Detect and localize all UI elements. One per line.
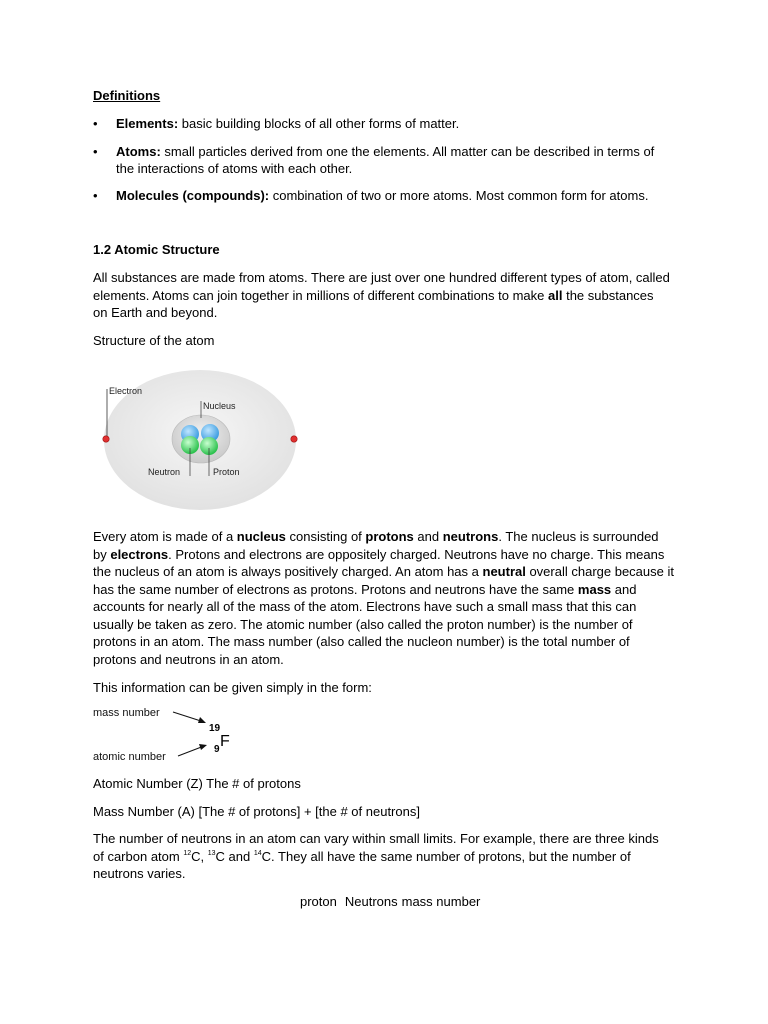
atomic-number-label: atomic number — [93, 751, 166, 763]
body-text: and — [611, 582, 637, 597]
body-text: consisting of — [285, 529, 366, 544]
mass-number-label: mass number — [93, 707, 160, 719]
body-text: has the same number of electrons as protons. Protons and neutrons have the same — [93, 582, 578, 597]
notation-diagram — [90, 703, 250, 765]
header-neutrons: Neutrons — [344, 894, 398, 909]
term-separator: : — [173, 116, 179, 131]
header-proton: proton — [300, 894, 337, 909]
atomic-value: 9 — [214, 744, 220, 755]
isotope-text: C and — [215, 849, 254, 864]
intro-line — [93, 287, 654, 305]
body-line — [93, 546, 664, 564]
body-bold: mass — [577, 582, 612, 597]
body-line: protons and neutrons in an atom. — [93, 652, 284, 667]
electron-right — [291, 436, 297, 442]
bullet-icon: • — [93, 144, 98, 159]
definitions-heading: Definitions — [93, 88, 161, 103]
mass-superscript: 14 — [253, 850, 262, 857]
body-bold: electrons — [110, 547, 169, 562]
isotope-text: C. They all have the same number of protons, but the number of — [261, 849, 631, 864]
definition-term: Atoms — [116, 144, 157, 159]
structure-label: Structure of the atom — [93, 333, 215, 348]
proton-label: Proton — [213, 467, 240, 477]
formula-mass: Mass Number (A) [The # of protons] + [the # of neutrons] — [93, 804, 420, 819]
body-line — [93, 563, 674, 581]
isotope-text: C, — [191, 849, 208, 864]
body-text: the nucleus of an atom is always positively charged. An atom has a — [93, 564, 483, 579]
electron-label: Electron — [109, 386, 143, 396]
mass-superscript: 12 — [183, 850, 192, 857]
body-line — [93, 528, 659, 546]
body-text: and — [413, 529, 443, 544]
atomic-arrow — [178, 746, 204, 756]
intro-line: on Earth and beyond. — [93, 305, 218, 320]
isotope-text: of carbon atom — [93, 849, 184, 864]
body-line: protons in an atom. The mass number (also called the nucleon number) is the total number of — [93, 634, 630, 649]
nucleus-shell — [172, 415, 230, 463]
body-bold: neutral — [482, 564, 526, 579]
mass-arrow-head — [198, 717, 206, 723]
mass-value: 19 — [209, 723, 221, 734]
definition-term: Elements — [116, 116, 174, 131]
bullet-icon: • — [93, 188, 98, 203]
body-bold: nucleus — [236, 529, 286, 544]
atomic-arrow-head — [199, 744, 207, 750]
formula-atomic: Atomic Number (Z) The # of protons — [93, 776, 301, 791]
intro-line: All substances are made from atoms. There are just over one hundred different types of atom, called — [93, 270, 670, 285]
isotope-line: The number of neutrons in an atom can vary within small limits. For example, there are three kinds — [93, 831, 659, 846]
definition-term: Molecules (compounds) — [116, 188, 265, 203]
neutron-label: Neutron — [148, 467, 181, 477]
body-text: overall charge because it — [525, 564, 674, 579]
body-text: by — [93, 547, 111, 562]
isotope-line: neutrons varies. — [93, 866, 186, 881]
header-mass-number: mass number — [401, 894, 481, 909]
mass-superscript: 13 — [207, 850, 216, 857]
nucleus-label: Nucleus — [203, 401, 236, 411]
electron-left — [103, 436, 109, 442]
body-text: . The nucleus is surrounded — [498, 529, 659, 544]
definition-text: basic building blocks of all other forms of matter. — [178, 116, 460, 131]
definition-text: combination of two or more atoms. Most common form for atoms. — [269, 188, 649, 203]
intro-text: the substances — [562, 288, 654, 303]
section-title: 1.2 Atomic Structure — [93, 242, 220, 257]
definition-text: small particles derived from one the elements. All matter can be described in terms of — [160, 144, 655, 159]
bullet-icon: • — [93, 116, 98, 131]
intro-text: elements. Atoms can join together in millions of different combinations to make — [93, 288, 548, 303]
body-line: accounts for nearly all of the mass of the atom. Electrons have such a small mass that this can — [93, 599, 637, 614]
body-line — [93, 581, 636, 599]
body-bold: neutrons — [442, 529, 499, 544]
isotope-line — [93, 848, 631, 866]
table-header-row — [300, 893, 480, 911]
notation-intro: This information can be given simply in the form: — [93, 680, 372, 695]
body-text: Every atom is made of a — [93, 529, 237, 544]
body-line: usually be taken as zero. The atomic number (also called the proton number) is the number of — [93, 617, 633, 632]
term-separator: : — [264, 188, 270, 203]
term-separator: : — [156, 144, 161, 159]
atom-diagram — [98, 366, 304, 514]
element-symbol: F — [220, 733, 230, 750]
body-bold: protons — [365, 529, 414, 544]
body-text: . Protons and electrons are oppositely charged. Neutrons have no charge. This means — [168, 547, 665, 562]
intro-bold: all — [548, 288, 563, 303]
definition-text-continued: the interactions of atoms with each other. — [116, 161, 353, 176]
